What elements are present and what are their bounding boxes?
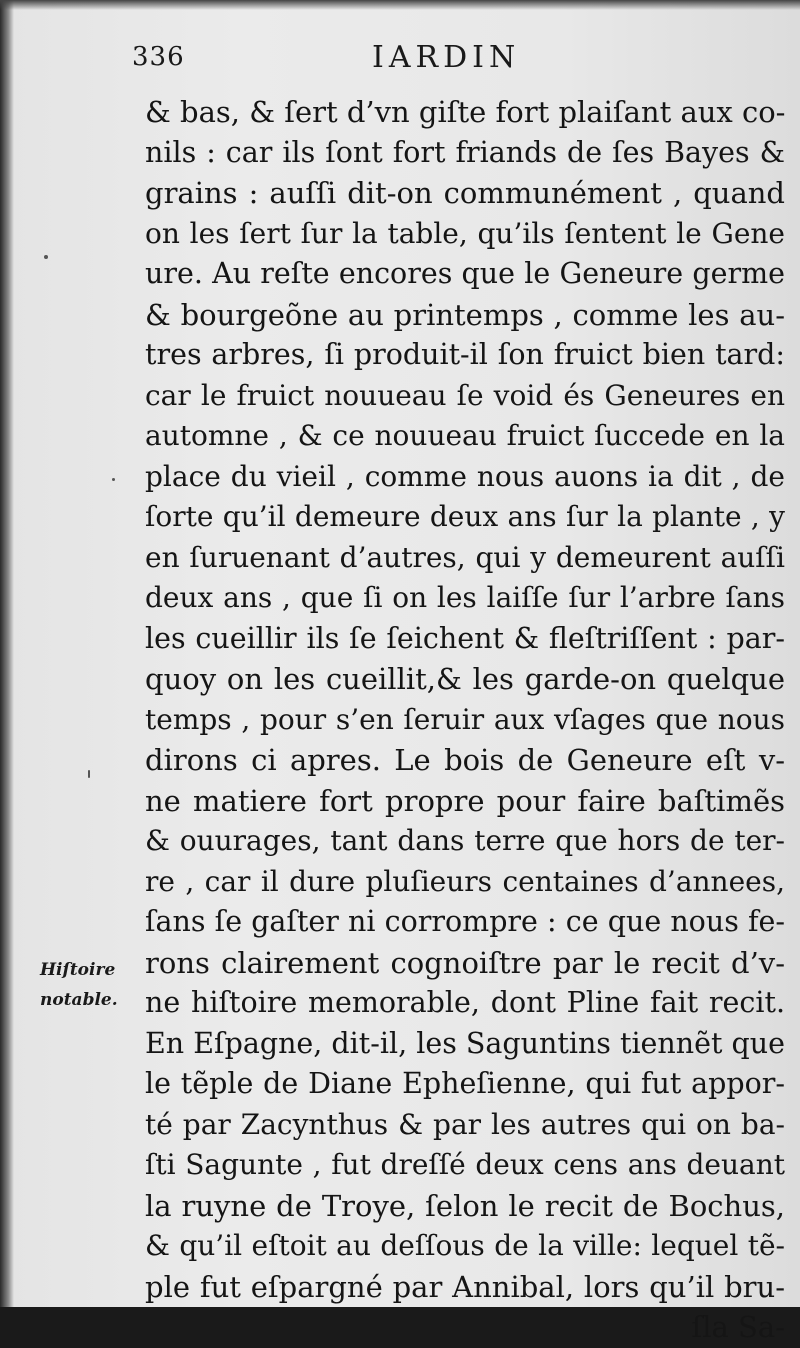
text-line: place du vieil , comme nous auons ia dit , de [145, 459, 785, 493]
text-line: rons clairement cognoiſtre par le recit d’v- [145, 945, 785, 980]
text-line: dirons ci apres. Le bois de Geneure eſt v- [145, 743, 785, 777]
text-line: ne matiere fort propre pour faire baſtimẽs [145, 783, 785, 818]
text-line: nils : car ils ſont fort friands de ſes Bayes & [145, 135, 785, 169]
text-line: ne hiſtoire memorable, dont Pline fait recit. [145, 986, 785, 1019]
text-line: les cueillir ils ſe ſeichent & fleſtriſſent : par- [145, 621, 785, 655]
text-line: ure. Au reſte encores que le Geneure germe [145, 257, 785, 290]
margin-note-line-2: notable. [40, 990, 118, 1010]
text-line: ſans ſe gaſter ni corrompre : ce que nous fe- [145, 905, 785, 938]
text-line: car le fruict nouueau ſe void és Geneures en [145, 378, 785, 412]
text-line: & qu’il eſtoit au deſſous de la ville: lequel tẽ- [145, 1229, 785, 1262]
text-line: ple fut eſpargné par Annibal, lors qu’il bru- [145, 1269, 785, 1304]
text-line: En Eſpagne, dit-il, les Saguntins tiennẽt que [145, 1026, 785, 1060]
body-text [145, 92, 785, 1348]
ink-speck [44, 255, 48, 259]
text-line: temps , pour s’en ſeruir aux vſages que nous [145, 702, 785, 736]
ink-speck [112, 478, 115, 481]
page-number: 336 [132, 42, 185, 72]
text-line: ſti Sagunte , fut dreſſé deux cens ans deuant [145, 1148, 785, 1181]
margin-note-line-1: Hiſtoire [40, 960, 116, 980]
text-line: en ſuruenant d’autres, qui y demeurent auſſi [145, 540, 785, 574]
text-line: on les ſert ſur la table, qu’ils ſentent le Gene [145, 216, 785, 250]
text-line: & ouurages, tant dans terre que hors de ter- [145, 824, 785, 857]
text-line: deux ans , que ſi on les laiſſe ſur l’arbre ſans [145, 581, 785, 614]
text-line: le tẽple de Diane Epheſienne, qui fut appor- [145, 1067, 785, 1100]
text-line: ſorte qu’il demeure deux ans ſur la plante , y [145, 500, 785, 533]
text-line: grains : auſſi dit-on communément , quand [145, 176, 785, 210]
text-line: & bas, & ſert d’vn giſte fort plaiſant aux co- [145, 95, 786, 129]
text-line: & bourgeõne au printemps , comme les au- [145, 297, 785, 332]
text-line: tres arbres, ſi produit-il ſon fruict bien tard: [145, 338, 785, 371]
text-line: la ruyne de Troye, ſelon le recit de Bochus, [145, 1188, 785, 1223]
text-line: té par Zacynthus & par les autres qui on ba- [145, 1107, 785, 1141]
ink-speck [88, 770, 90, 778]
text-line: quoy on les cueillit,& les garde-on quelque [145, 662, 785, 696]
text-line: re , car il dure pluſieurs centaines d’annees, [145, 864, 785, 898]
catchword-line: ſla Sa- [691, 1310, 785, 1344]
running-head: IARDIN [372, 40, 521, 75]
text-line: automne , & ce nouueau fruict ſuccede en la [145, 419, 785, 452]
